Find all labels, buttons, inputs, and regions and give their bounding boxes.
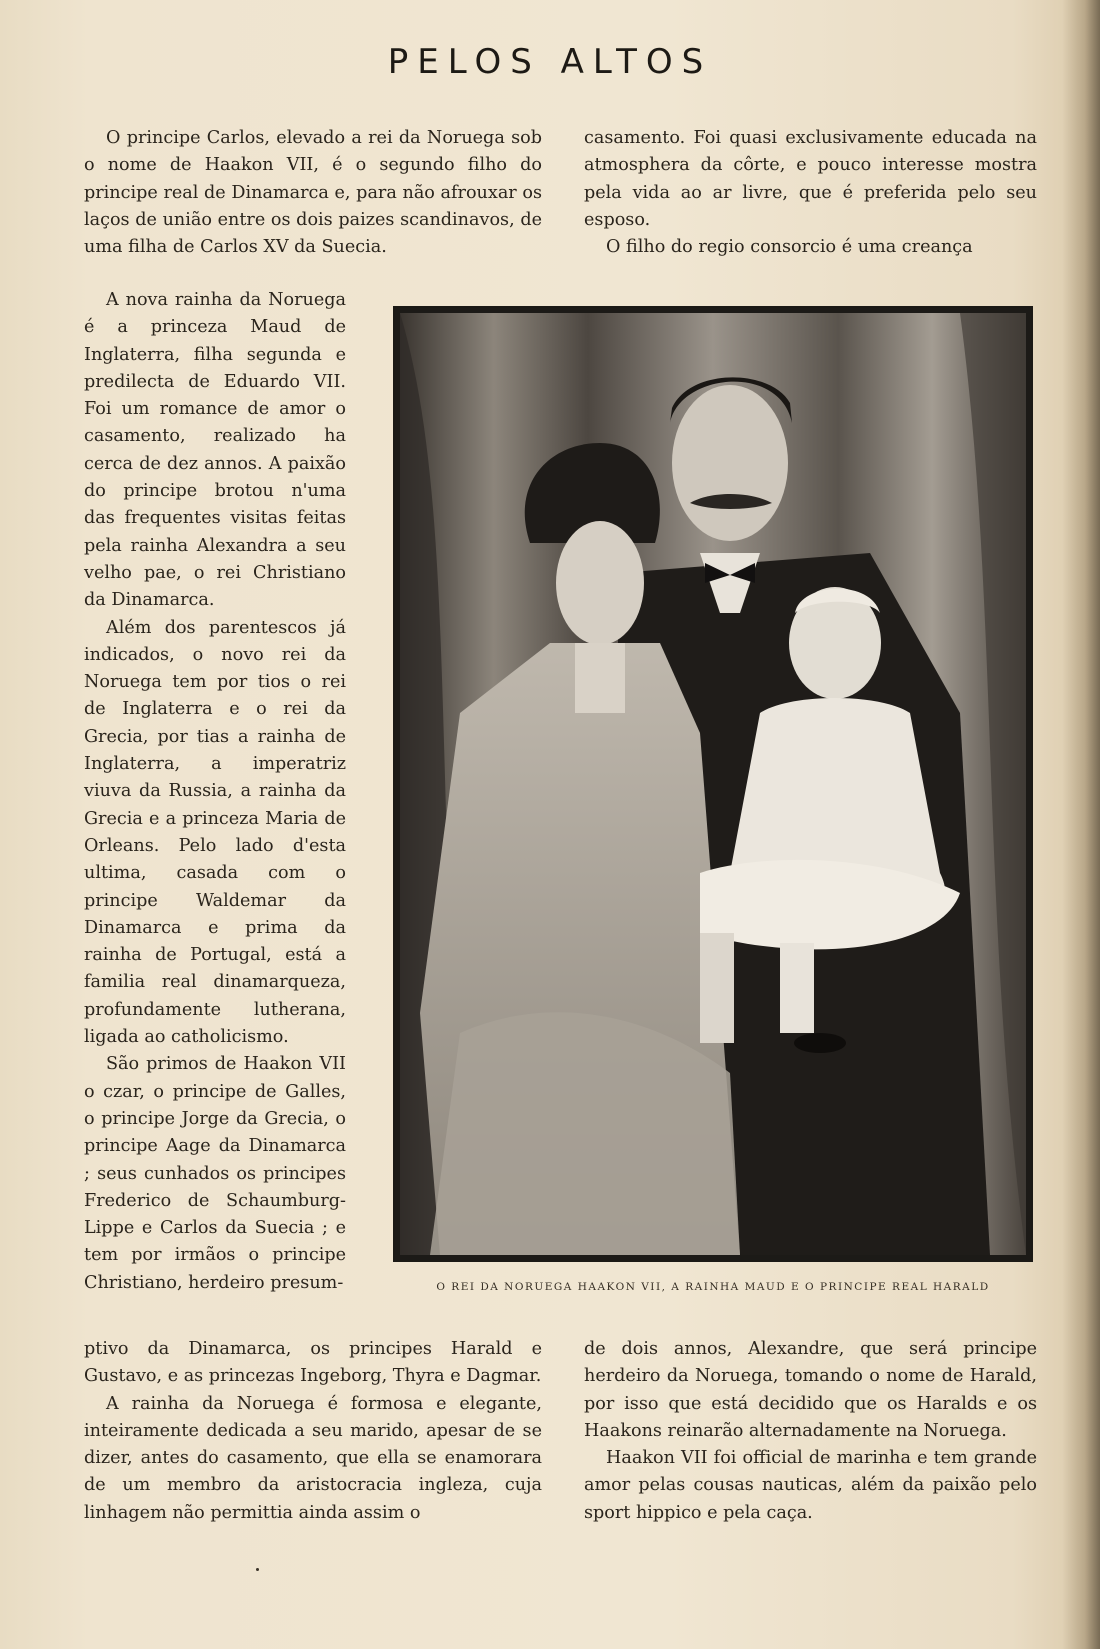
paragraph-continuation: casamento. Foi quasi exclusivamente educada na atmosphera da côrte, e pouco interesse mostra pela vida ao ar livre, que é preferida pelo seu esposo. — [584, 128, 1037, 230]
column-right-bottom — [584, 1336, 1037, 1527]
royal-family-photo — [393, 306, 1033, 1262]
paragraph: O filho do regio consorcio é uma creança — [606, 237, 973, 258]
column-left-narrow — [84, 287, 346, 1297]
print-speck — [256, 1568, 259, 1571]
paragraph-continuation: de dois annos, Alexandre, que será principe herdeiro da Noruega, tomando o nome de Harald, por isso que está decidido que os Haralds e os Haakons reinarão alternadamente na Noruega. — [584, 1339, 1037, 1441]
paragraph: Haakon VII foi official de marinha e tem grande amor pelas cousas nauticas, além da paixão pelo sport hippico e pela caça. — [584, 1448, 1037, 1523]
page-gutter-shadow — [1062, 0, 1100, 1649]
column-left-bottom — [84, 1336, 542, 1527]
paragraph-continuation: ptivo da Dinamarca, os principes Harald e Gustavo, e as princezas Ingeborg, Thyra e Dagmar. — [84, 1339, 542, 1387]
photo-caption: O REI DA NORUEGA HAAKON VII, A RAINHA MAUD E O PRINCIPE REAL HARALD — [436, 1281, 990, 1293]
paragraph: A rainha da Noruega é formosa e elegante, inteiramente dedicada a seu marido, apesar de se dizer, antes do casamento, que ella se enamorara de um membro da aristocracia ingleza, cuja linhagem não permittia ainda assim o — [84, 1393, 542, 1523]
page-title: PELOS ALTOS — [387, 42, 713, 82]
paragraph: A nova rainha da Noruega é a princeza Maud de Inglaterra, filha segunda e predilecta de Eduardo VII. Foi um romance de amor o casamento, realizado ha cerca de dez annos. A paixão do principe brotou n'uma das frequentes visitas feitas pela rainha Alexandra a seu velho pae, o rei Christiano da Dinamarca. — [84, 290, 346, 611]
paragraph: São primos de Haakon VII o czar, o principe de Galles, o principe Jorge da Grecia, o principe Aage da Dinamarca ; seus cunhados os principes Frederico de Schaumburg-Lippe e Carlos da Suecia ; e tem por irmãos o principe Christiano, herdeiro presum- — [84, 1054, 346, 1293]
photo-illustration — [400, 313, 1026, 1255]
column-left-top — [84, 125, 542, 261]
paragraph: Além dos parentescos já indicados, o novo rei da Noruega tem por tios o rei de Inglaterra e o rei da Grecia, por tias a rainha de Inglaterra, a imperatriz viuva da Russia, a rainha da Grecia e a princeza Maria de Orleans. Pelo lado d'esta ultima, casada com o principe Waldemar da Dinamarca e prima da rainha de Portugal, está a familia real dinamarqueza, profundamente lutherana, ligada ao catholicismo. — [84, 617, 346, 1048]
paragraph: O principe Carlos, elevado a rei da Noruega sob o nome de Haakon VII, é o segundo filho do principe real de Dinamarca e, para não afrouxar os laços de união entre os dois paizes scandinavos, de uma filha de Carlos XV da Suecia. — [84, 128, 542, 258]
column-right-top — [584, 125, 1037, 261]
